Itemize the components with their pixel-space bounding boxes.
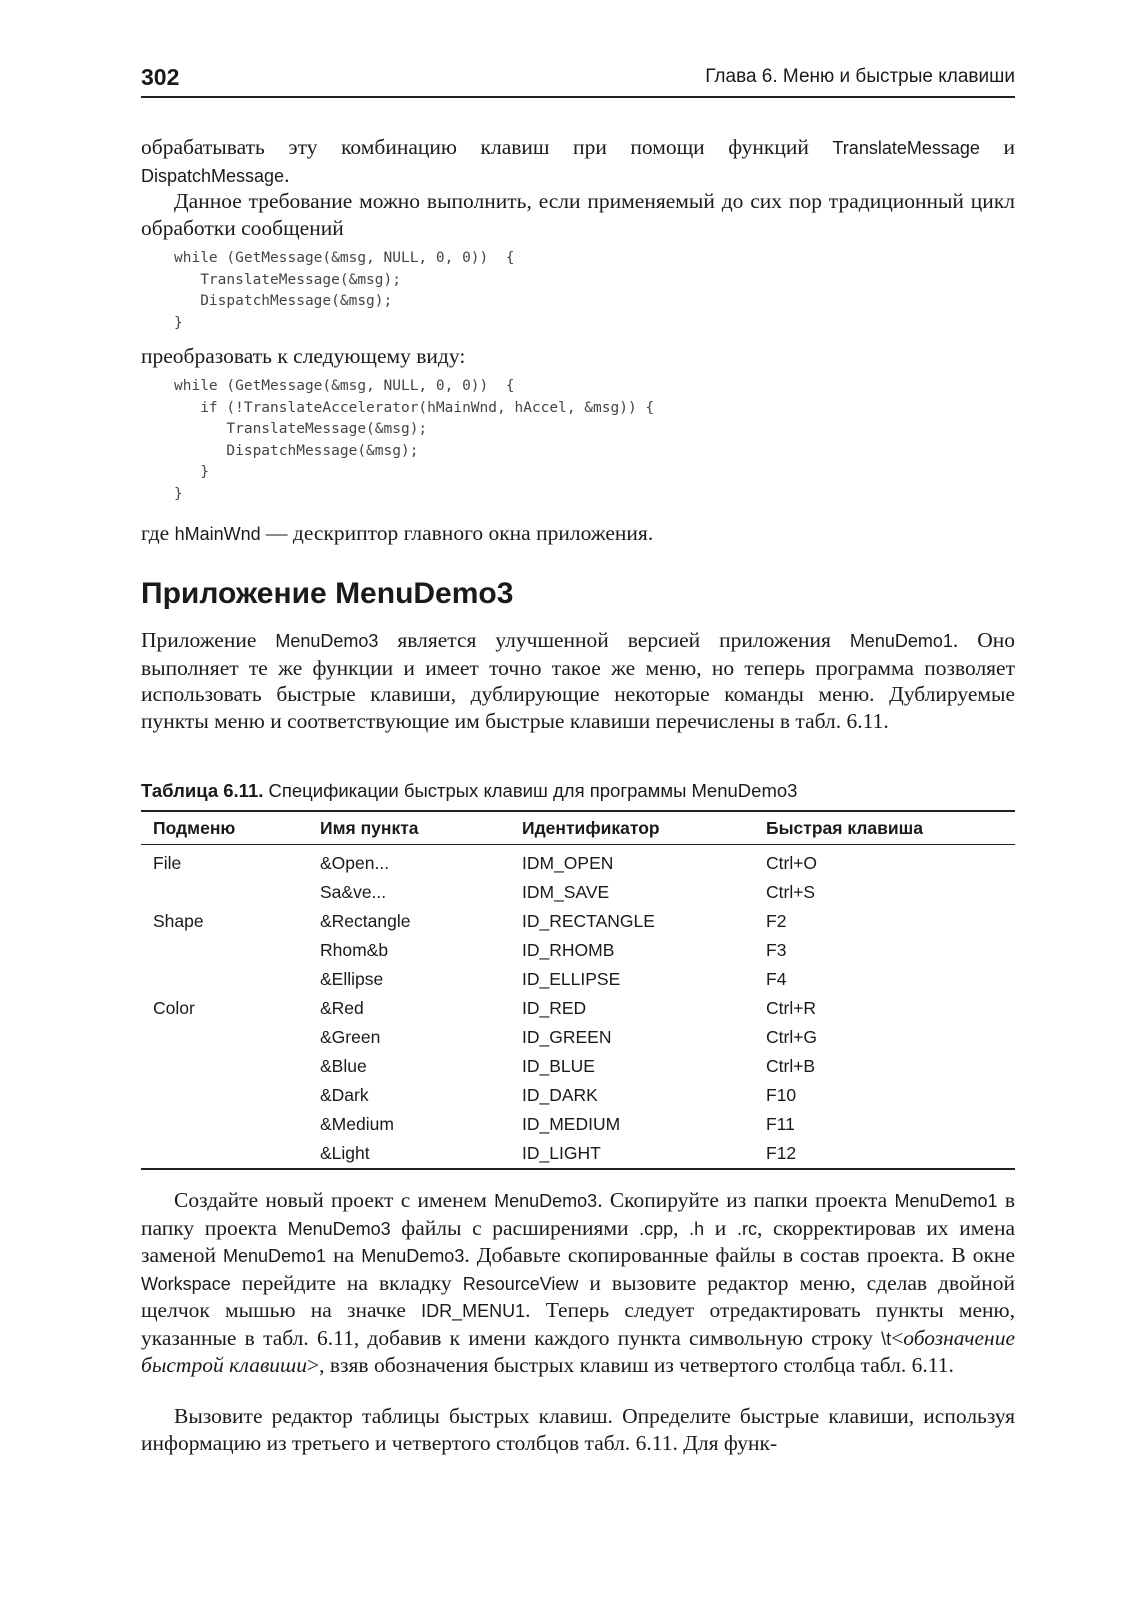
cell-identifier: ID_RED [522,998,587,1018]
cell-identifier: ID_LIGHT [510,1139,754,1169]
paragraph-2: Данное требование можно выполнить, если применяемый до сих пор традиционный цикл обработки сообщений [141,189,1015,240]
cell-accelerator: Ctrl+B [766,1056,816,1076]
cell-item-name: &Light [308,1139,510,1169]
cell-item-name: &Green [320,1027,381,1047]
cell-accelerator: F4 [766,969,787,989]
cell-accelerator: F11 [766,1114,795,1134]
cell-submenu [141,965,308,994]
cell-identifier: IDM_OPEN [522,853,614,873]
table-row [141,878,1015,907]
cell-accelerator: F3 [766,940,787,960]
text: >, взяв обозначения быстрых клавиш из четвертого столбца табл. 6.11. [307,1353,954,1377]
cell-item-name: &Medium [320,1114,394,1134]
inline-code: MenuDemo3 [361,1246,465,1266]
table-row [141,1081,1015,1110]
text: Приложение [141,628,276,652]
text: и [704,1215,737,1240]
cell-submenu [141,1052,308,1081]
inline-code: DispatchMessage [141,165,285,186]
table-header-row [141,811,1015,845]
accelerator-table [141,810,1015,1170]
cell-identifier: ID_RECTANGLE [522,911,655,931]
text: на [326,1243,362,1267]
code-block-1: while (GetMessage(&msg, NULL, 0, 0)) { TranslateMessage(&msg); DispatchMessage(&msg); } [174,250,515,331]
column-header-item-name: Имя пункта [308,811,510,845]
text: перейдите на вкладку [230,1270,463,1295]
cell-identifier: ID_ELLIPSE [522,969,621,989]
inline-code: MenuDemo3 [494,1191,598,1211]
section-title: Приложение MenuDemo3 [141,577,514,610]
cell-item-name: Sa&ve... [320,882,387,902]
text: . Добавьте скопированные файлы в состав проекта. В окне [464,1243,1015,1267]
cell-item-name: &Ellipse [320,969,384,989]
cell-item-name: &Red [320,998,364,1018]
inline-code: MenuDemo1 [849,631,953,651]
cell-submenu [141,878,308,907]
paragraph-3: преобразовать к следующему виду: [141,344,466,368]
cell-identifier: ID_GREEN [522,1027,612,1047]
cell-accelerator: F12 [754,1139,1015,1169]
table-row [141,845,1015,879]
inline-code: .rc [736,1218,757,1239]
text: . [284,162,290,187]
cell-submenu: Color [153,998,195,1018]
text: в папку проекта [141,1188,1015,1240]
cell-accelerator: F10 [766,1085,797,1105]
inline-code: MenuDemo3 [287,1218,391,1239]
cell-accelerator: Ctrl+S [766,882,816,902]
cell-identifier: IDM_SAVE [522,882,610,902]
cell-submenu [141,1081,308,1110]
cell-item-name: Rhom&b [320,940,389,960]
cell-accelerator: Ctrl+R [766,998,817,1018]
cell-accelerator: F2 [766,911,787,931]
cell-identifier: ID_DARK [522,1085,598,1105]
inline-code: .cpp [639,1218,674,1239]
cell-item-name: &Rectangle [320,911,411,931]
italic-text: обозначение быстрой клавиши [141,1325,1015,1377]
text: . Теперь следует отредактировать пункты меню, указанные в табл. 6.11, добавив к имени каждого пункта символьную строку [141,1298,1015,1350]
inline-code: IDR_MENU1 [421,1301,526,1321]
table-row [141,936,1015,965]
text: . Оно выполняет те же функции и имеет точно такое же меню, но теперь программа позволяет использовать быстрые клавиши, дублирующие некоторые команды меню. Дублируемые пункты меню и соответствующие им быстрые клавиши перечислены в табл. 6.11. [141,628,1015,733]
cell-submenu [141,1139,308,1169]
cell-item-name: &Open... [320,853,390,873]
text: , скорректировав их имена заменой [141,1215,1016,1267]
cell-identifier: ID_RHOMB [522,940,615,960]
table-caption-label: Таблица 6.11. [141,780,264,801]
inline-code: ResourceView [462,1273,579,1294]
cell-accelerator: Ctrl+G [766,1027,818,1047]
text: обрабатывать эту комбинацию клавиш при помощи функций [141,135,833,159]
text: где [141,521,175,545]
cell-submenu [141,1023,308,1052]
table-row [141,965,1015,994]
cell-accelerator: Ctrl+O [766,853,818,873]
cell-submenu [141,936,308,965]
code-block-2: while (GetMessage(&msg, NULL, 0, 0)) { if (!TranslateAccelerator(hMainWnd, hAccel, &msg)) { TranslateMessage(&msg); DispatchMessage(&msg); } } [174,378,655,502]
text: . Скопируйте из папки проекта [597,1188,895,1212]
text: файлы с расширениями [390,1215,640,1240]
text: является улучшенной версией приложения [378,628,850,652]
table-row [141,994,1015,1023]
cell-submenu [141,1110,308,1139]
cell-identifier: ID_BLUE [522,1056,595,1076]
inline-code: .h [689,1218,705,1239]
inline-code: Workspace [141,1273,231,1294]
page-header [141,64,1015,98]
inline-code: MenuDemo1 [223,1246,327,1266]
text: , [673,1215,690,1240]
inline-code: \t [881,1328,892,1349]
table-row [141,1139,1015,1169]
cell-identifier: ID_MEDIUM [522,1114,621,1134]
text: и вызовите редактор меню, сделав двойной щелчок мышью на значке [141,1270,1015,1322]
cell-submenu: Shape [153,911,204,931]
text: < [891,1325,904,1350]
text: Создайте новый проект с именем [174,1188,495,1212]
paragraph-6 [141,1187,1015,1379]
paragraph-1 [141,134,1015,189]
paragraph-7: Вызовите редактор таблицы быстрых клавиш. Определите быстрые клавиши, используя информацию из третьего и четвертого столбцов табл. 6.11. Для функ- [141,1404,1015,1455]
text: — дескриптор главного окна приложения. [260,521,654,545]
inline-code: TranslateMessage [832,138,980,158]
column-header-accelerator: Быстрая клавиша [754,811,1015,845]
table-row [141,1023,1015,1052]
table-row [141,907,1015,936]
page-number: 302 [141,64,180,90]
table-row [141,1110,1015,1139]
paragraph-4 [141,520,1015,548]
table-caption-text: Спецификации быстрых клавиш для программы MenuDemo3 [263,780,798,801]
cell-item-name: &Blue [320,1056,367,1076]
inline-code: MenuDemo1 [894,1191,998,1211]
cell-item-name: &Dark [320,1085,369,1105]
column-header-identifier: Идентификатор [510,811,754,845]
running-head: Глава 6. Меню и быстрые клавиши [705,66,1015,87]
inline-code: MenuDemo3 [275,631,379,651]
text: и [979,135,1015,159]
paragraph-5 [141,627,1015,734]
inline-code: hMainWnd [174,524,261,544]
table-caption [141,780,797,802]
column-header-submenu: Подменю [141,811,308,845]
cell-submenu: File [153,853,182,873]
table-row [141,1052,1015,1081]
